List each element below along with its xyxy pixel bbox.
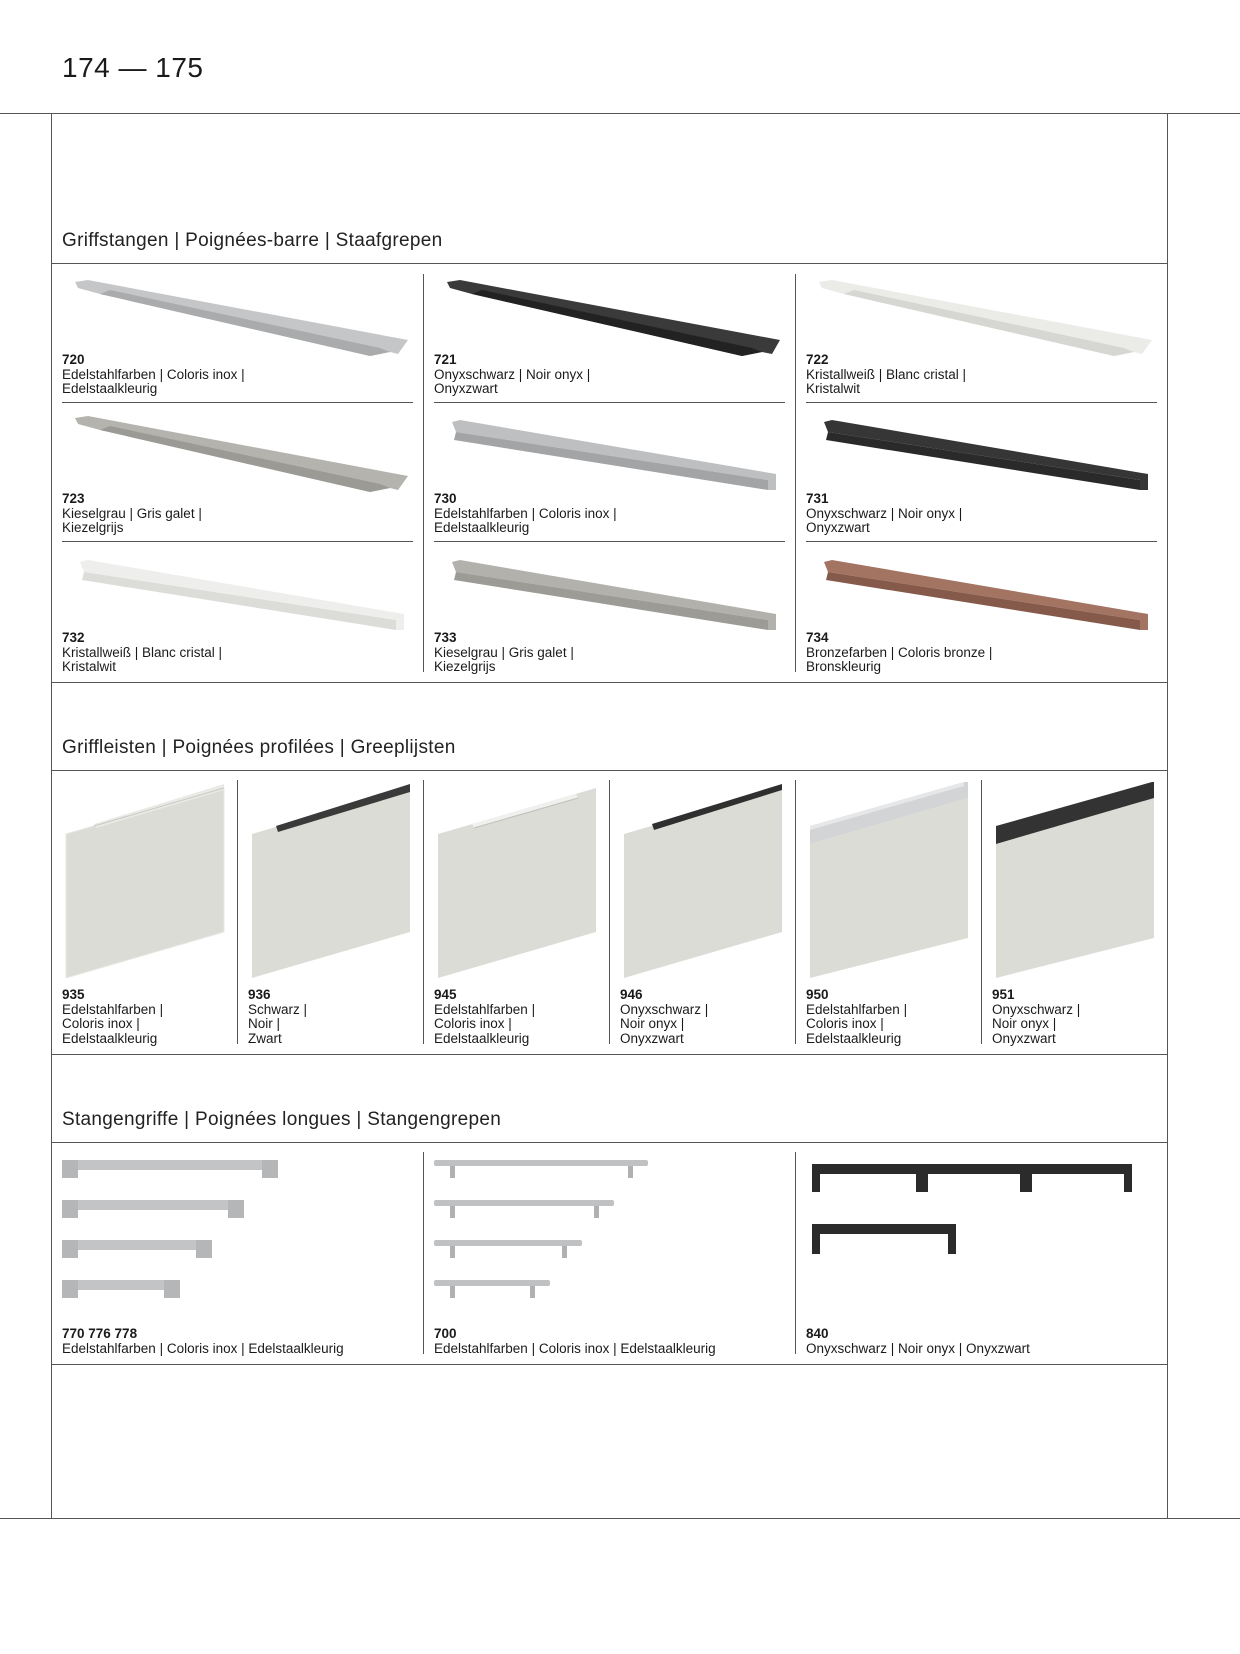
product-finish: Onyxschwarz | Noir onyx | Onyxzwart [806, 1340, 1030, 1356]
column-separator [981, 780, 982, 1044]
product-code: 734 [806, 630, 829, 645]
product-code: 700 [434, 1326, 457, 1341]
handle-733-image [450, 558, 780, 638]
product-caption [434, 631, 574, 675]
row-separator [806, 402, 1157, 403]
product-code: 935 [62, 987, 85, 1002]
profile-946-image [622, 782, 786, 978]
section-rule [51, 1142, 1167, 1143]
product-finish: Onyxschwarz | Noir onyx | Onyxzwart [620, 1001, 709, 1046]
section-title-stangengriffe: Stangengriffe | Poignées longues | Stangengrepen [62, 1109, 502, 1130]
handle-720-image [70, 278, 410, 360]
section-title-griffleisten: Griffleisten | Poignées profilées | Greeplijsten [62, 737, 456, 758]
section-title-griffstangen: Griffstangen | Poignées-barre | Staafgrepen [62, 230, 443, 251]
product-code: 770 776 778 [62, 1326, 138, 1341]
product-caption [62, 1327, 344, 1356]
product-finish: Edelstahlfarben | Coloris inox | Edelstaalkleurig [434, 1001, 536, 1046]
column-separator [423, 780, 424, 1044]
column-separator [237, 780, 238, 1044]
section-end-rule [51, 682, 1167, 683]
section-end-rule [51, 1054, 1167, 1055]
product-finish: Edelstahlfarben | Coloris inox | Edelstaalkleurig [434, 1340, 716, 1356]
frame-right [1167, 113, 1168, 1518]
product-finish: Kristallweiß | Blanc cristal | Kristalwit [806, 366, 967, 396]
product-finish: Onyxschwarz | Noir onyx | Onyxzwart [992, 1001, 1081, 1046]
product-caption [806, 631, 992, 675]
product-caption [62, 988, 163, 1046]
product-finish: Edelstahlfarben | Coloris inox | Edelstaalkleurig [806, 1001, 908, 1046]
product-code: 936 [248, 987, 271, 1002]
row-separator [62, 541, 413, 542]
product-code: 840 [806, 1326, 829, 1341]
page-numbers: 174 — 175 [62, 52, 204, 83]
product-caption [434, 988, 535, 1046]
product-finish: Onyxschwarz | Noir onyx | Onyxzwart [434, 366, 591, 396]
product-code: 730 [434, 491, 457, 506]
section-rule [51, 770, 1167, 771]
bottom-rule [0, 1518, 1240, 1519]
product-caption [620, 988, 708, 1046]
row-separator [806, 541, 1157, 542]
product-caption [806, 1327, 1030, 1356]
product-caption [806, 353, 966, 397]
product-finish: Kieselgrau | Gris galet | Kiezelgrijs [434, 644, 574, 674]
bar-handle-840-image [810, 1160, 1136, 1260]
row-separator [434, 402, 785, 403]
product-finish: Bronzefarben | Coloris bronze | Bronskleurig [806, 644, 993, 674]
product-finish: Edelstahlfarben | Coloris inox | Edelstaalkleurig [62, 1001, 164, 1046]
column-separator [609, 780, 610, 1044]
profile-935-image [64, 782, 228, 978]
handle-731-image [822, 418, 1152, 498]
product-code: 720 [62, 352, 85, 367]
handle-723-image [70, 414, 410, 496]
product-code: 732 [62, 630, 85, 645]
product-caption [248, 988, 307, 1046]
product-code: 733 [434, 630, 457, 645]
profile-936-image [250, 782, 414, 978]
section-end-rule [51, 1364, 1167, 1365]
handle-730-image [450, 418, 780, 498]
column-separator [423, 1152, 424, 1354]
product-code: 951 [992, 987, 1015, 1002]
product-finish: Edelstahlfarben | Coloris inox | Edelstaalkleurig [62, 366, 245, 396]
product-caption [806, 988, 907, 1046]
product-caption [992, 988, 1080, 1046]
handle-732-image [78, 558, 408, 638]
product-code: 950 [806, 987, 829, 1002]
product-finish: Edelstahlfarben | Coloris inox | Edelstaalkleurig [62, 1340, 344, 1356]
column-separator [795, 1152, 796, 1354]
product-code: 722 [806, 352, 829, 367]
bar-handle-770-image [62, 1158, 282, 1300]
frame-left [51, 113, 52, 1518]
product-finish: Schwarz | Noir | Zwart [248, 1001, 308, 1046]
product-code: 723 [62, 491, 85, 506]
product-caption [62, 353, 245, 397]
row-separator [434, 541, 785, 542]
profile-951-image [994, 782, 1158, 978]
profile-945-image [436, 782, 600, 978]
product-code: 721 [434, 352, 457, 367]
section-rule [51, 263, 1167, 264]
product-caption [434, 1327, 716, 1356]
product-code: 731 [806, 491, 829, 506]
product-caption [434, 492, 617, 536]
product-finish: Kieselgrau | Gris galet | Kiezelgrijs [62, 505, 202, 535]
product-finish: Onyxschwarz | Noir onyx | Onyxzwart [806, 505, 963, 535]
column-separator [423, 274, 424, 672]
column-separator [795, 780, 796, 1044]
profile-950-image [808, 782, 972, 978]
row-separator [62, 402, 413, 403]
handle-722-image [814, 278, 1154, 360]
product-code: 945 [434, 987, 457, 1002]
product-caption [62, 631, 222, 675]
product-finish: Kristallweiß | Blanc cristal | Kristalwit [62, 644, 223, 674]
handle-734-image [822, 558, 1152, 638]
product-caption [806, 492, 962, 536]
top-rule [0, 113, 1240, 114]
product-caption [62, 492, 202, 536]
product-finish: Edelstahlfarben | Coloris inox | Edelstaalkleurig [434, 505, 617, 535]
handle-721-image [442, 278, 782, 360]
bar-handle-700-image [434, 1158, 654, 1300]
product-caption [434, 353, 590, 397]
product-code: 946 [620, 987, 643, 1002]
column-separator [795, 274, 796, 672]
